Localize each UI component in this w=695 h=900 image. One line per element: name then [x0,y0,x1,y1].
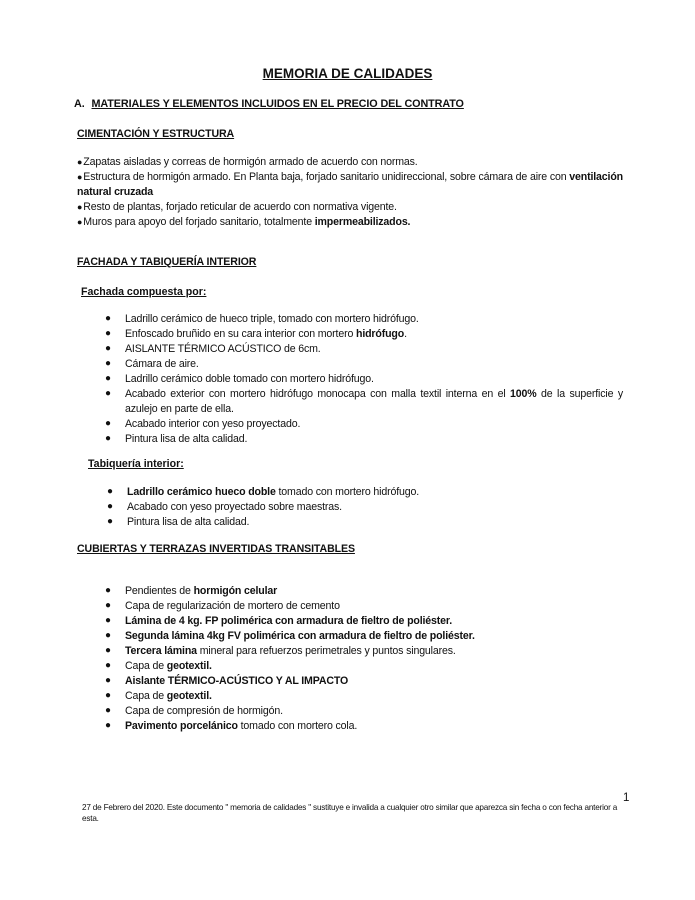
list-item [77,155,623,170]
list-item [107,500,625,515]
item-text: Acabado con yeso proyectado sobre maestras. [127,501,342,514]
list-item [105,719,623,734]
list-item [77,215,623,230]
list-item [107,485,625,500]
section-a-heading [74,97,464,112]
bullet-dot-icon: ● [105,615,111,627]
item-text: Pintura lisa de alta calidad. [125,433,248,446]
subheading-tabiqueria: Tabiquería interior: [88,458,184,470]
item-text: Resto de plantas, forjado reticular de acuerdo con normativa vigente. [83,201,397,214]
list-fachada [105,312,623,447]
list-item [105,674,623,689]
bullet-dot-icon: ● [105,343,111,355]
bold-text: geotextil. [166,660,212,673]
item-text: Capa de compresión de hormigón. [125,705,283,718]
bullet-dot-icon: ● [105,660,111,672]
list-item [105,659,623,674]
page-number: 1 [623,792,630,804]
bullet-dot-icon: ● [105,433,111,445]
list-item [105,312,623,327]
subheading-fachada: Fachada compuesta por: [81,286,207,298]
item-text: Muros para apoyo del forjado sanitario, totalmente [83,216,315,229]
list-cimentacion [77,155,623,230]
bullet-dot-icon: ● [107,516,113,528]
item-text: Ladrillo cerámico de hueco triple, tomado con mortero hidrófugo. [125,313,419,325]
bullet-dot-icon: ● [77,217,83,228]
item-text: Acabado interior con yeso proyectado. [125,418,301,431]
heading-fachada: FACHADA Y TABIQUERÍA INTERIOR [77,256,257,268]
list-item [105,704,623,719]
bullet-dot-icon: ● [105,373,111,385]
bullet-dot-icon: ● [105,358,111,370]
list-item [105,432,623,447]
item-text: Pendientes de [125,585,194,597]
list-item [105,599,623,614]
bullet-dot-icon: ● [77,202,83,213]
item-text: Ladrillo cerámico doble tomado con mortero hidrófugo. [125,373,374,386]
bullet-dot-icon: ● [105,388,111,400]
list-item [105,327,623,342]
item-text: . [404,328,407,341]
item-text: de la superficie y azulejo en parte de ella. [125,388,623,416]
bullet-dot-icon: ● [105,690,111,702]
item-text: Acabado exterior con mortero hidrófugo monocapa con malla textil interna en el [125,388,511,401]
item-text: Estructura de hormigón armado. En Planta baja, forjado sanitario unidireccional, sobre cámara de aire con [83,171,570,184]
bold-text: Tercera lámina [125,645,197,658]
item-text: Capa de [125,660,167,673]
bold-text: geotextil. [166,690,212,703]
list-item [77,170,623,200]
bold-text: Pavimento porcelánico [125,720,238,733]
bullet-dot-icon: ● [107,486,113,497]
bullet-dot-icon: ● [105,720,111,732]
bullet-dot-icon: ● [105,313,111,324]
bullet-dot-icon: ● [107,501,113,513]
heading-cubiertas: CUBIERTAS Y TERRAZAS INVERTIDAS TRANSITABLES [77,543,355,555]
bullet-dot-icon: ● [105,585,111,596]
bullet-dot-icon: ● [105,645,111,657]
list-item [107,515,625,530]
bold-text: hidrófugo [356,328,405,341]
list-item [105,614,623,629]
item-text: tomado con mortero cola. [237,720,358,733]
list-item [105,387,623,417]
list-item [105,417,623,432]
bold-text: ventilación natural cruzada [77,171,623,199]
item-text: Cámara de aire. [125,358,199,371]
item-text: Enfoscado bruñido en su cara interior con mortero [125,328,356,341]
bold-text: Aislante TÉRMICO-ACÚSTICO Y AL IMPACTO [125,675,349,688]
section-a-text: MATERIALES Y ELEMENTOS INCLUIDOS EN EL PRECIO DEL CONTRATO [91,98,464,110]
item-text: Capa de regularización de mortero de cemento [125,600,340,613]
bullet-dot-icon: ● [105,675,111,687]
list-item [105,644,623,659]
list-tabiqueria [107,485,625,530]
item-text: Zapatas aisladas y correas de hormigón armado de acuerdo con normas. [83,156,418,168]
heading-cimentacion: CIMENTACIÓN Y ESTRUCTURA [77,128,235,140]
item-text: mineral para refuerzos perimetrales y puntos singulares. [196,645,456,658]
bullet-dot-icon: ● [77,157,83,167]
list-item [77,200,623,215]
item-text: Capa de [125,690,167,703]
bullet-dot-icon: ● [105,418,111,430]
bullet-dot-icon: ● [105,600,111,612]
list-item [105,629,623,644]
footer-note: 27 de Febrero del 2020. Este documento " memoria de calidades " sustituye e invalida a cualquier otro similar que aparezca sin fecha o con fecha anterior a esta. [82,803,618,823]
bullet-dot-icon: ● [105,705,111,717]
item-text: tomado con mortero hidrófugo. [275,486,420,498]
item-text: AISLANTE TÉRMICO ACÚSTICO de 6cm. [125,343,321,356]
bold-text: impermeabilizados. [314,216,411,229]
bullet-dot-icon: ● [77,172,83,183]
list-item [105,342,623,357]
list-item [105,689,623,704]
list-item [105,372,623,387]
bullet-dot-icon: ● [105,328,111,340]
bold-text: Segunda lámina 4kg FV polimérica con armadura de fieltro de poliéster. [125,630,475,643]
bullet-dot-icon: ● [105,630,111,642]
bold-text: 100% [510,388,537,401]
bold-text: Lámina de 4 kg. FP polimérica con armadura de fieltro de poliéster. [125,615,453,628]
section-a-label: A. [74,98,85,110]
bold-text: hormigón celular [193,585,278,597]
item-text: Pintura lisa de alta calidad. [127,516,250,529]
list-cubiertas [105,584,623,734]
list-item [105,584,623,599]
document-title: MEMORIA DE CALIDADES [262,66,433,81]
list-item [105,357,623,372]
bold-text: Ladrillo cerámico hueco doble [127,486,276,498]
